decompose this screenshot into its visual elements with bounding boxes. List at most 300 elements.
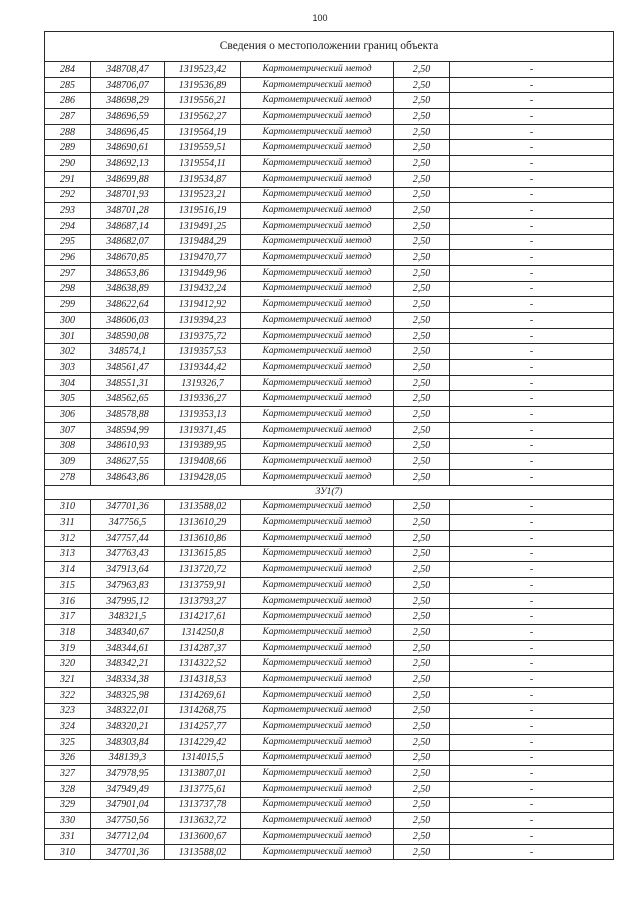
x-coordinate-cell: 348344,61 bbox=[91, 640, 165, 656]
x-coordinate-cell: 347750,56 bbox=[91, 813, 165, 829]
y-coordinate-cell: 1314269,61 bbox=[165, 687, 241, 703]
section-row bbox=[45, 485, 614, 499]
accuracy-cell: 2,50 bbox=[394, 515, 450, 531]
point-number-cell: 305 bbox=[45, 391, 91, 407]
y-coordinate-cell: 1319564,19 bbox=[165, 124, 241, 140]
description-cell: - bbox=[450, 766, 614, 782]
method-cell: Картометрический метод bbox=[241, 218, 394, 234]
description-cell: - bbox=[450, 265, 614, 281]
point-number-cell: 286 bbox=[45, 93, 91, 109]
method-cell: Картометрический метод bbox=[241, 672, 394, 688]
table-row bbox=[45, 109, 614, 125]
accuracy-cell: 2,50 bbox=[394, 297, 450, 313]
accuracy-cell: 2,50 bbox=[394, 469, 450, 485]
table-row bbox=[45, 640, 614, 656]
x-coordinate-cell: 347763,43 bbox=[91, 546, 165, 562]
table-row bbox=[45, 203, 614, 219]
description-cell: - bbox=[450, 422, 614, 438]
point-number-cell: 291 bbox=[45, 171, 91, 187]
accuracy-cell: 2,50 bbox=[394, 218, 450, 234]
x-coordinate-cell: 347756,5 bbox=[91, 515, 165, 531]
table-row bbox=[45, 499, 614, 515]
table-row bbox=[45, 530, 614, 546]
x-coordinate-cell: 348606,03 bbox=[91, 313, 165, 329]
point-number-cell: 310 bbox=[45, 844, 91, 860]
y-coordinate-cell: 1319554,11 bbox=[165, 156, 241, 172]
method-cell: Картометрический метод bbox=[241, 781, 394, 797]
description-cell: - bbox=[450, 407, 614, 423]
y-coordinate-cell: 1319516,19 bbox=[165, 203, 241, 219]
y-coordinate-cell: 1319449,96 bbox=[165, 265, 241, 281]
y-coordinate-cell: 1319375,72 bbox=[165, 328, 241, 344]
accuracy-cell: 2,50 bbox=[394, 93, 450, 109]
x-coordinate-cell: 348561,47 bbox=[91, 360, 165, 376]
accuracy-cell: 2,50 bbox=[394, 438, 450, 454]
description-cell: - bbox=[450, 156, 614, 172]
table-row bbox=[45, 656, 614, 672]
x-coordinate-cell: 348590,08 bbox=[91, 328, 165, 344]
table-row bbox=[45, 438, 614, 454]
method-cell: Картометрический метод bbox=[241, 593, 394, 609]
point-number-cell: 304 bbox=[45, 375, 91, 391]
x-coordinate-cell: 348643,86 bbox=[91, 469, 165, 485]
accuracy-cell: 2,50 bbox=[394, 109, 450, 125]
x-coordinate-cell: 348690,61 bbox=[91, 140, 165, 156]
table-row bbox=[45, 344, 614, 360]
method-cell: Картометрический метод bbox=[241, 93, 394, 109]
method-cell: Картометрический метод bbox=[241, 844, 394, 860]
accuracy-cell: 2,50 bbox=[394, 234, 450, 250]
x-coordinate-cell: 348696,59 bbox=[91, 109, 165, 125]
accuracy-cell: 2,50 bbox=[394, 530, 450, 546]
table-row bbox=[45, 734, 614, 750]
description-cell: - bbox=[450, 829, 614, 845]
point-number-cell: 319 bbox=[45, 640, 91, 656]
table-row bbox=[45, 719, 614, 735]
method-cell: Картометрический метод bbox=[241, 360, 394, 376]
point-number-cell: 327 bbox=[45, 766, 91, 782]
x-coordinate-cell: 348701,28 bbox=[91, 203, 165, 219]
y-coordinate-cell: 1319412,92 bbox=[165, 297, 241, 313]
table-row bbox=[45, 454, 614, 470]
y-coordinate-cell: 1313610,86 bbox=[165, 530, 241, 546]
description-cell: - bbox=[450, 640, 614, 656]
description-cell: - bbox=[450, 344, 614, 360]
method-cell: Картометрический метод bbox=[241, 438, 394, 454]
x-coordinate-cell: 348670,85 bbox=[91, 250, 165, 266]
table-row bbox=[45, 797, 614, 813]
accuracy-cell: 2,50 bbox=[394, 171, 450, 187]
x-coordinate-cell: 348574,1 bbox=[91, 344, 165, 360]
table-row bbox=[45, 77, 614, 93]
y-coordinate-cell: 1314015,5 bbox=[165, 750, 241, 766]
accuracy-cell: 2,50 bbox=[394, 360, 450, 376]
description-cell: - bbox=[450, 124, 614, 140]
y-coordinate-cell: 1319556,21 bbox=[165, 93, 241, 109]
method-cell: Картометрический метод bbox=[241, 515, 394, 531]
x-coordinate-cell: 348627,55 bbox=[91, 454, 165, 470]
table-row bbox=[45, 93, 614, 109]
x-coordinate-cell: 348706,07 bbox=[91, 77, 165, 93]
method-cell: Картометрический метод bbox=[241, 609, 394, 625]
description-cell: - bbox=[450, 656, 614, 672]
accuracy-cell: 2,50 bbox=[394, 750, 450, 766]
accuracy-cell: 2,50 bbox=[394, 672, 450, 688]
y-coordinate-cell: 1319536,89 bbox=[165, 77, 241, 93]
accuracy-cell: 2,50 bbox=[394, 391, 450, 407]
description-cell: - bbox=[450, 562, 614, 578]
accuracy-cell: 2,50 bbox=[394, 328, 450, 344]
table-row bbox=[45, 328, 614, 344]
method-cell: Картометрический метод bbox=[241, 265, 394, 281]
x-coordinate-cell: 348698,29 bbox=[91, 93, 165, 109]
point-number-cell: 309 bbox=[45, 454, 91, 470]
accuracy-cell: 2,50 bbox=[394, 844, 450, 860]
point-number-cell: 324 bbox=[45, 719, 91, 735]
description-cell: - bbox=[450, 593, 614, 609]
y-coordinate-cell: 1319428,05 bbox=[165, 469, 241, 485]
table-row bbox=[45, 593, 614, 609]
table-row bbox=[45, 422, 614, 438]
y-coordinate-cell: 1319523,42 bbox=[165, 62, 241, 78]
accuracy-cell: 2,50 bbox=[394, 344, 450, 360]
y-coordinate-cell: 1319470,77 bbox=[165, 250, 241, 266]
y-coordinate-cell: 1314257,77 bbox=[165, 719, 241, 735]
point-number-cell: 287 bbox=[45, 109, 91, 125]
y-coordinate-cell: 1314318,53 bbox=[165, 672, 241, 688]
table-row bbox=[45, 124, 614, 140]
method-cell: Картометрический метод bbox=[241, 77, 394, 93]
accuracy-cell: 2,50 bbox=[394, 140, 450, 156]
description-cell: - bbox=[450, 234, 614, 250]
method-cell: Картометрический метод bbox=[241, 797, 394, 813]
point-number-cell: 284 bbox=[45, 62, 91, 78]
table-row bbox=[45, 391, 614, 407]
table-row bbox=[45, 515, 614, 531]
method-cell: Картометрический метод bbox=[241, 546, 394, 562]
method-cell: Картометрический метод bbox=[241, 407, 394, 423]
accuracy-cell: 2,50 bbox=[394, 375, 450, 391]
description-cell: - bbox=[450, 750, 614, 766]
y-coordinate-cell: 1313632,72 bbox=[165, 813, 241, 829]
x-coordinate-cell: 348610,93 bbox=[91, 438, 165, 454]
x-coordinate-cell: 348322,01 bbox=[91, 703, 165, 719]
y-coordinate-cell: 1319432,24 bbox=[165, 281, 241, 297]
description-cell: - bbox=[450, 797, 614, 813]
description-cell: - bbox=[450, 703, 614, 719]
method-cell: Картометрический метод bbox=[241, 813, 394, 829]
description-cell: - bbox=[450, 609, 614, 625]
table-row bbox=[45, 218, 614, 234]
accuracy-cell: 2,50 bbox=[394, 62, 450, 78]
accuracy-cell: 2,50 bbox=[394, 250, 450, 266]
table-row bbox=[45, 844, 614, 860]
x-coordinate-cell: 347701,36 bbox=[91, 499, 165, 515]
accuracy-cell: 2,50 bbox=[394, 734, 450, 750]
x-coordinate-cell: 348622,64 bbox=[91, 297, 165, 313]
table-row bbox=[45, 360, 614, 376]
method-cell: Картометрический метод bbox=[241, 328, 394, 344]
description-cell: - bbox=[450, 515, 614, 531]
point-number-cell: 321 bbox=[45, 672, 91, 688]
x-coordinate-cell: 347913,64 bbox=[91, 562, 165, 578]
accuracy-cell: 2,50 bbox=[394, 265, 450, 281]
point-number-cell: 312 bbox=[45, 530, 91, 546]
description-cell: - bbox=[450, 171, 614, 187]
table-row bbox=[45, 234, 614, 250]
description-cell: - bbox=[450, 62, 614, 78]
x-coordinate-cell: 348342,21 bbox=[91, 656, 165, 672]
x-coordinate-cell: 348594,99 bbox=[91, 422, 165, 438]
description-cell: - bbox=[450, 438, 614, 454]
description-cell: - bbox=[450, 391, 614, 407]
x-coordinate-cell: 348638,89 bbox=[91, 281, 165, 297]
accuracy-cell: 2,50 bbox=[394, 593, 450, 609]
table-row bbox=[45, 562, 614, 578]
y-coordinate-cell: 1313588,02 bbox=[165, 499, 241, 515]
y-coordinate-cell: 1319336,27 bbox=[165, 391, 241, 407]
method-cell: Картометрический метод bbox=[241, 499, 394, 515]
accuracy-cell: 2,50 bbox=[394, 546, 450, 562]
accuracy-cell: 2,50 bbox=[394, 781, 450, 797]
description-cell: - bbox=[450, 781, 614, 797]
y-coordinate-cell: 1319559,51 bbox=[165, 140, 241, 156]
method-cell: Картометрический метод bbox=[241, 250, 394, 266]
table-row bbox=[45, 829, 614, 845]
method-cell: Картометрический метод bbox=[241, 766, 394, 782]
x-coordinate-cell: 348708,47 bbox=[91, 62, 165, 78]
method-cell: Картометрический метод bbox=[241, 469, 394, 485]
table-row bbox=[45, 546, 614, 562]
table-title: Сведения о местоположении границ объекта bbox=[45, 32, 614, 62]
point-number-cell: 320 bbox=[45, 656, 91, 672]
y-coordinate-cell: 1313737,78 bbox=[165, 797, 241, 813]
y-coordinate-cell: 1319326,7 bbox=[165, 375, 241, 391]
point-number-cell: 293 bbox=[45, 203, 91, 219]
y-coordinate-cell: 1314268,75 bbox=[165, 703, 241, 719]
method-cell: Картометрический метод bbox=[241, 124, 394, 140]
table-row bbox=[45, 187, 614, 203]
method-cell: Картометрический метод bbox=[241, 203, 394, 219]
point-number-cell: 297 bbox=[45, 265, 91, 281]
x-coordinate-cell: 347712,04 bbox=[91, 829, 165, 845]
description-cell: - bbox=[450, 187, 614, 203]
y-coordinate-cell: 1314229,42 bbox=[165, 734, 241, 750]
x-coordinate-cell: 348321,5 bbox=[91, 609, 165, 625]
accuracy-cell: 2,50 bbox=[394, 625, 450, 641]
table-row bbox=[45, 750, 614, 766]
x-coordinate-cell: 347701,36 bbox=[91, 844, 165, 860]
table-row bbox=[45, 265, 614, 281]
accuracy-cell: 2,50 bbox=[394, 313, 450, 329]
method-cell: Картометрический метод bbox=[241, 687, 394, 703]
table-row bbox=[45, 375, 614, 391]
table-title-row bbox=[45, 32, 614, 62]
accuracy-cell: 2,50 bbox=[394, 407, 450, 423]
y-coordinate-cell: 1319562,27 bbox=[165, 109, 241, 125]
accuracy-cell: 2,50 bbox=[394, 562, 450, 578]
table-row bbox=[45, 781, 614, 797]
y-coordinate-cell: 1313775,61 bbox=[165, 781, 241, 797]
accuracy-cell: 2,50 bbox=[394, 156, 450, 172]
y-coordinate-cell: 1319523,21 bbox=[165, 187, 241, 203]
description-cell: - bbox=[450, 672, 614, 688]
accuracy-cell: 2,50 bbox=[394, 813, 450, 829]
description-cell: - bbox=[450, 109, 614, 125]
y-coordinate-cell: 1313588,02 bbox=[165, 844, 241, 860]
x-coordinate-cell: 348325,98 bbox=[91, 687, 165, 703]
description-cell: - bbox=[450, 140, 614, 156]
x-coordinate-cell: 348562,65 bbox=[91, 391, 165, 407]
point-number-cell: 325 bbox=[45, 734, 91, 750]
method-cell: Картометрический метод bbox=[241, 171, 394, 187]
table-row bbox=[45, 297, 614, 313]
x-coordinate-cell: 347757,44 bbox=[91, 530, 165, 546]
accuracy-cell: 2,50 bbox=[394, 578, 450, 594]
method-cell: Картометрический метод bbox=[241, 454, 394, 470]
point-number-cell: 288 bbox=[45, 124, 91, 140]
method-cell: Картометрический метод bbox=[241, 734, 394, 750]
y-coordinate-cell: 1313759,91 bbox=[165, 578, 241, 594]
x-coordinate-cell: 348696,45 bbox=[91, 124, 165, 140]
accuracy-cell: 2,50 bbox=[394, 77, 450, 93]
point-number-cell: 296 bbox=[45, 250, 91, 266]
x-coordinate-cell: 347978,95 bbox=[91, 766, 165, 782]
method-cell: Картометрический метод bbox=[241, 62, 394, 78]
point-number-cell: 314 bbox=[45, 562, 91, 578]
point-number-cell: 308 bbox=[45, 438, 91, 454]
table-row bbox=[45, 609, 614, 625]
description-cell: - bbox=[450, 687, 614, 703]
x-coordinate-cell: 348692,13 bbox=[91, 156, 165, 172]
point-number-cell: 295 bbox=[45, 234, 91, 250]
method-cell: Картометрический метод bbox=[241, 109, 394, 125]
method-cell: Картометрический метод bbox=[241, 719, 394, 735]
y-coordinate-cell: 1319371,45 bbox=[165, 422, 241, 438]
x-coordinate-cell: 347901,04 bbox=[91, 797, 165, 813]
table-row bbox=[45, 156, 614, 172]
table-row bbox=[45, 687, 614, 703]
description-cell: - bbox=[450, 375, 614, 391]
method-cell: Картометрический метод bbox=[241, 625, 394, 641]
table-row bbox=[45, 672, 614, 688]
table-row bbox=[45, 140, 614, 156]
table-row bbox=[45, 281, 614, 297]
point-number-cell: 315 bbox=[45, 578, 91, 594]
description-cell: - bbox=[450, 77, 614, 93]
y-coordinate-cell: 1319534,87 bbox=[165, 171, 241, 187]
table-row bbox=[45, 469, 614, 485]
point-number-cell: 285 bbox=[45, 77, 91, 93]
description-cell: - bbox=[450, 297, 614, 313]
x-coordinate-cell: 348334,38 bbox=[91, 672, 165, 688]
y-coordinate-cell: 1313720,72 bbox=[165, 562, 241, 578]
method-cell: Картометрический метод bbox=[241, 422, 394, 438]
accuracy-cell: 2,50 bbox=[394, 187, 450, 203]
accuracy-cell: 2,50 bbox=[394, 124, 450, 140]
point-number-cell: 331 bbox=[45, 829, 91, 845]
description-cell: - bbox=[450, 313, 614, 329]
point-number-cell: 300 bbox=[45, 313, 91, 329]
description-cell: - bbox=[450, 813, 614, 829]
description-cell: - bbox=[450, 328, 614, 344]
method-cell: Картометрический метод bbox=[241, 640, 394, 656]
accuracy-cell: 2,50 bbox=[394, 766, 450, 782]
y-coordinate-cell: 1319389,95 bbox=[165, 438, 241, 454]
description-cell: - bbox=[450, 625, 614, 641]
description-cell: - bbox=[450, 734, 614, 750]
x-coordinate-cell: 348551,31 bbox=[91, 375, 165, 391]
point-number-cell: 299 bbox=[45, 297, 91, 313]
x-coordinate-cell: 348320,21 bbox=[91, 719, 165, 735]
y-coordinate-cell: 1314322,52 bbox=[165, 656, 241, 672]
description-cell: - bbox=[450, 546, 614, 562]
method-cell: Картометрический метод bbox=[241, 297, 394, 313]
point-number-cell: 329 bbox=[45, 797, 91, 813]
point-number-cell: 330 bbox=[45, 813, 91, 829]
method-cell: Картометрический метод bbox=[241, 187, 394, 203]
y-coordinate-cell: 1319491,25 bbox=[165, 218, 241, 234]
method-cell: Картометрический метод bbox=[241, 391, 394, 407]
table-row bbox=[45, 250, 614, 266]
accuracy-cell: 2,50 bbox=[394, 454, 450, 470]
description-cell: - bbox=[450, 218, 614, 234]
method-cell: Картометрический метод bbox=[241, 656, 394, 672]
point-number-cell: 301 bbox=[45, 328, 91, 344]
point-number-cell: 294 bbox=[45, 218, 91, 234]
accuracy-cell: 2,50 bbox=[394, 656, 450, 672]
description-cell: - bbox=[450, 454, 614, 470]
description-cell: - bbox=[450, 250, 614, 266]
point-number-cell: 310 bbox=[45, 499, 91, 515]
accuracy-cell: 2,50 bbox=[394, 281, 450, 297]
x-coordinate-cell: 348139,3 bbox=[91, 750, 165, 766]
x-coordinate-cell: 348687,14 bbox=[91, 218, 165, 234]
description-cell: - bbox=[450, 719, 614, 735]
table-row bbox=[45, 171, 614, 187]
y-coordinate-cell: 1313615,85 bbox=[165, 546, 241, 562]
accuracy-cell: 2,50 bbox=[394, 203, 450, 219]
method-cell: Картометрический метод bbox=[241, 750, 394, 766]
y-coordinate-cell: 1319408,66 bbox=[165, 454, 241, 470]
point-number-cell: 318 bbox=[45, 625, 91, 641]
accuracy-cell: 2,50 bbox=[394, 829, 450, 845]
y-coordinate-cell: 1314287,37 bbox=[165, 640, 241, 656]
description-cell: - bbox=[450, 203, 614, 219]
point-number-cell: 278 bbox=[45, 469, 91, 485]
y-coordinate-cell: 1314250,8 bbox=[165, 625, 241, 641]
table-row bbox=[45, 766, 614, 782]
method-cell: Картометрический метод bbox=[241, 562, 394, 578]
y-coordinate-cell: 1319484,29 bbox=[165, 234, 241, 250]
method-cell: Картометрический метод bbox=[241, 703, 394, 719]
method-cell: Картометрический метод bbox=[241, 344, 394, 360]
point-number-cell: 292 bbox=[45, 187, 91, 203]
y-coordinate-cell: 1314217,61 bbox=[165, 609, 241, 625]
y-coordinate-cell: 1313793,27 bbox=[165, 593, 241, 609]
y-coordinate-cell: 1313610,29 bbox=[165, 515, 241, 531]
table-row bbox=[45, 625, 614, 641]
accuracy-cell: 2,50 bbox=[394, 422, 450, 438]
x-coordinate-cell: 348701,93 bbox=[91, 187, 165, 203]
table-row bbox=[45, 703, 614, 719]
accuracy-cell: 2,50 bbox=[394, 499, 450, 515]
point-number-cell: 322 bbox=[45, 687, 91, 703]
table-row bbox=[45, 813, 614, 829]
method-cell: Картометрический метод bbox=[241, 375, 394, 391]
x-coordinate-cell: 348303,84 bbox=[91, 734, 165, 750]
point-number-cell: 323 bbox=[45, 703, 91, 719]
